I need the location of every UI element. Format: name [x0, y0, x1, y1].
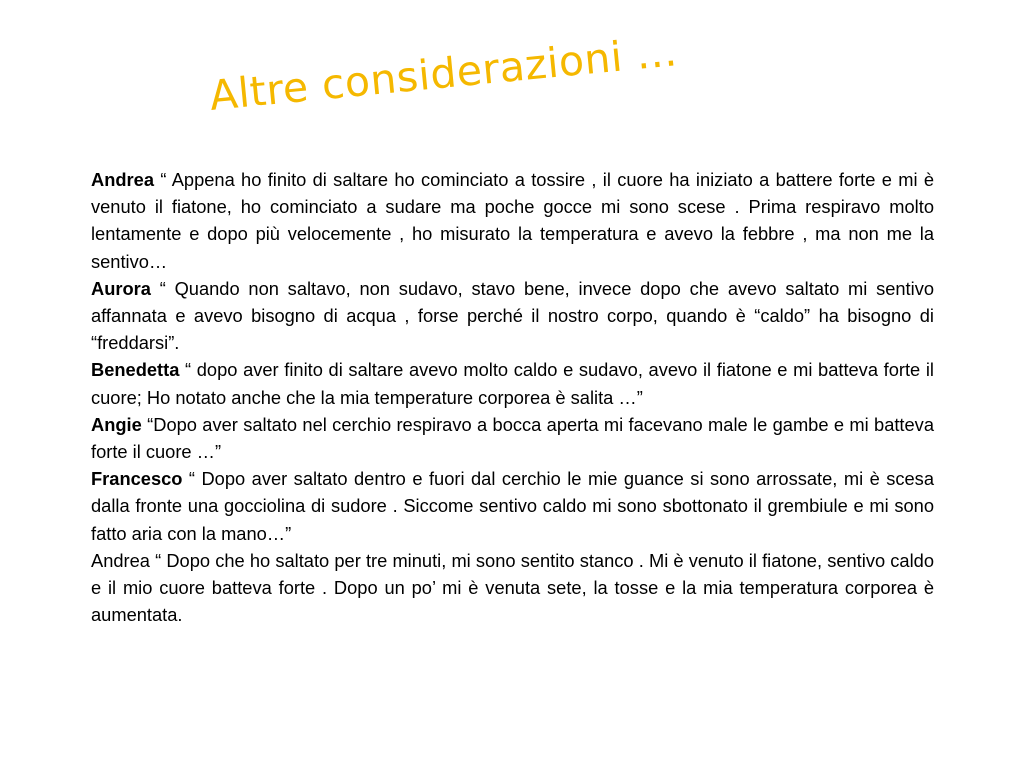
entry-speaker: Benedetta	[91, 359, 180, 381]
entry-paragraph	[91, 275, 934, 357]
entry-speaker: Aurora	[91, 277, 151, 299]
entry-text: “Dopo aver saltato nel cerchio respiravo a bocca aperta mi facevano male le gambe e mi batteva forte il cuore …”	[91, 413, 934, 463]
entry-paragraph	[91, 465, 934, 547]
slide-title: Altre considerazioni …	[207, 27, 680, 121]
slide-body	[91, 166, 934, 628]
entry-paragraph	[91, 356, 934, 410]
entry-speaker: Andrea	[91, 169, 154, 190]
entry-text: “ Appena ho finito di saltare ho cominciato a tossire , il cuore ha iniziato a battere forte e mi è venuto il fiatone, ho cominciato a sudare ma poche gocce mi sono scese . Prima respiravo molto lentamente e dopo più velocemente , ho misurato la temperatura e avevo la febbre , ma non me la sentivo…	[91, 169, 934, 272]
entry-text: “ Quando non saltavo, non sudavo, stavo bene, invece dopo che avevo saltato mi sentivo affannata e avevo bisogno di acqua , forse perché il nostro corpo, quando è “caldo” ha bisogno di “freddarsi”.	[91, 277, 934, 354]
entry-text: “ Dopo aver saltato dentro e fuori dal cerchio le mie guance si sono arrossate, mi è scesa dalla fronte una gocciolina di sudore . Siccome sentivo caldo mi sono sbottonato il grembiule e mi sono fatto aria con la mano…”	[91, 468, 934, 544]
entry-paragraph	[91, 547, 934, 629]
entry-paragraph	[91, 166, 934, 275]
entry-speaker: Andrea	[91, 549, 150, 571]
entry-speaker: Angie	[91, 413, 142, 435]
entry-text: “ Dopo che ho saltato per tre minuti, mi sono sentito stanco . Mi è venuto il fiatone, sentivo caldo e il mio cuore batteva forte . Dopo un po’ mi è venuta sete, la tosse e la mia temperatura corporea è aumentata.	[91, 549, 934, 626]
entry-paragraph	[91, 411, 934, 465]
entry-text: “ dopo aver finito di saltare avevo molto caldo e sudavo, avevo il fiatone e mi batteva forte il cuore; Ho notato anche che la mia temperature corporea è salita …”	[91, 359, 934, 408]
entry-speaker: Francesco	[91, 468, 183, 490]
